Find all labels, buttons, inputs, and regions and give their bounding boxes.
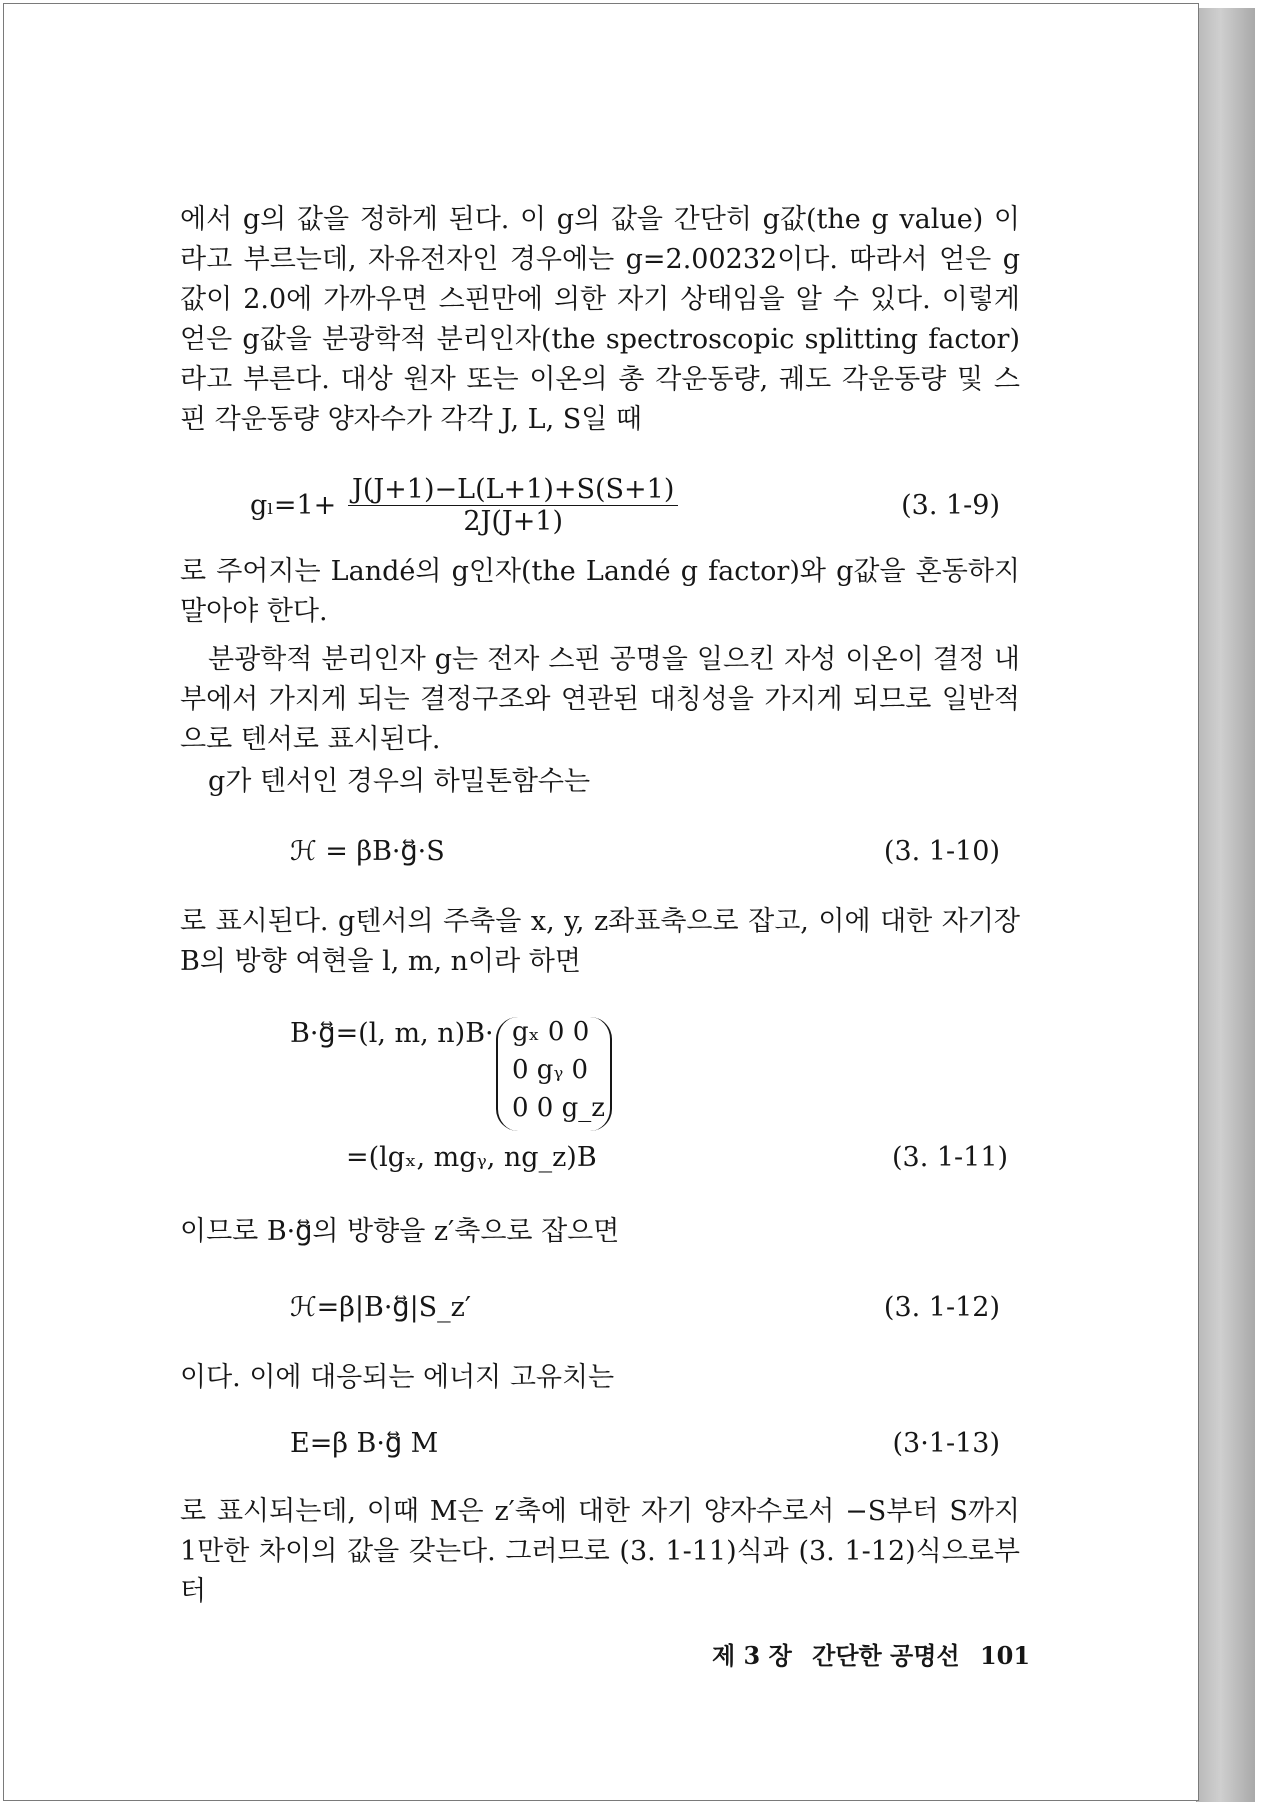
paragraph-5 — [180, 902, 1020, 982]
paragraph-3-text: 분광학적 분리인자 g는 전자 스핀 공명을 일으킨 자성 이온이 결정 내부에서 가지게 되는 결정구조와 연관된 대칭성을 가지게 되므로 일반적으로 텐서로 표시된다. — [180, 644, 1020, 755]
matrix-row-1: gₓ 0 0 — [512, 1017, 590, 1047]
page-number: 101 — [979, 1641, 1031, 1670]
equation-line-1: B·g⃡=(l, m, n)B· — [290, 1018, 494, 1049]
equation-number: (3. 1-12) — [883, 1292, 1000, 1323]
energy-expression: E=β B·g⃡ M — [290, 1428, 439, 1459]
paragraph-6-text: 이므로 B·g⃡의 방향을 z′축으로 잡으면 — [180, 1216, 620, 1247]
paragraph-7 — [180, 1358, 1020, 1398]
footer-title: 간단한 공명선 — [812, 1641, 960, 1670]
equation-line-2: =(lgₓ, mgᵧ, ng_z)B — [346, 1142, 597, 1173]
equation-lhs: gₗ=1+ — [250, 490, 337, 521]
equation-3-1-10 — [180, 836, 1020, 876]
paragraph-2 — [180, 552, 1020, 632]
g-tensor-matrix — [496, 1017, 612, 1131]
paragraph-1 — [180, 200, 1020, 440]
hamiltonian-expression: ℋ = βB·g⃡·S — [290, 836, 445, 867]
footer-chapter: 제 3 장 — [712, 1641, 792, 1670]
fraction-numerator: J(J+1)−L(L+1)+S(S+1) — [348, 474, 678, 506]
paragraph-3 — [180, 640, 1020, 760]
paragraph-7-text: 이다. 이에 대응되는 에너지 고유치는 — [180, 1362, 615, 1393]
paragraph-8-text: 로 표시되는데, 이때 M은 z′축에 대한 자기 양자수로서 −S부터 S까지 1만한 차이의 값을 갖는다. 그러므로 (3. 1-11)식과 (3. 1-12)식으로부터 — [180, 1496, 1020, 1607]
equation-number: (3. 1-9) — [901, 490, 1000, 521]
equation-number: (3. 1-11) — [892, 1142, 1009, 1173]
equation-3-1-9 — [180, 474, 1020, 542]
fraction-denominator: 2J(J+1) — [463, 506, 564, 537]
equation-number: (3. 1-10) — [883, 836, 1000, 867]
equation-number: (3·1-13) — [892, 1428, 1000, 1459]
paragraph-8 — [180, 1492, 1020, 1612]
paragraph-1-text: 에서 g의 값을 정하게 된다. 이 g의 값을 간단히 g값(the g value) 이라고 부르는데, 자유전자인 경우에는 g=2.00232이다. 따라서 얻은 g값이 2.0에 가까우면 스핀만에 의한 자기 상태임을 알 수 있다. 이렇게 얻은 g값을 분광학적 분리인자(the spectroscopic splitting factor)라고 부른다. 대상 원자 또는 이온의 총 각운동량, 궤도 각운동량 및 스핀 각운동량 양자수가 각각 J, L, S일 때 — [180, 204, 1020, 435]
matrix-row-3: 0 0 g_z — [512, 1093, 605, 1123]
hamiltonian-expression: ℋ=β|B·g⃡|S_z′ — [290, 1292, 472, 1323]
matrix-row-2: 0 gᵧ 0 — [512, 1055, 589, 1085]
paragraph-4-text: g가 텐서인 경우의 하밀톤함수는 — [208, 766, 591, 797]
running-footer — [700, 1636, 1031, 1671]
paragraph-6 — [180, 1212, 1020, 1252]
paragraph-5-text: 로 표시된다. g텐서의 주축을 x, y, z좌표축으로 잡고, 이에 대한 자기장 B의 방향 여현을 l, m, n이라 하면 — [180, 906, 1020, 977]
paragraph-2-text: 로 주어지는 Landé의 g인자(the Landé g factor)와 g값을 혼동하지 말아야 한다. — [180, 556, 1020, 627]
equation-3-1-13 — [180, 1428, 1020, 1468]
equation-3-1-12 — [180, 1292, 1020, 1332]
lande-fraction — [348, 474, 678, 537]
page-edge-shadow — [1196, 8, 1255, 1802]
paragraph-4 — [180, 762, 1020, 802]
